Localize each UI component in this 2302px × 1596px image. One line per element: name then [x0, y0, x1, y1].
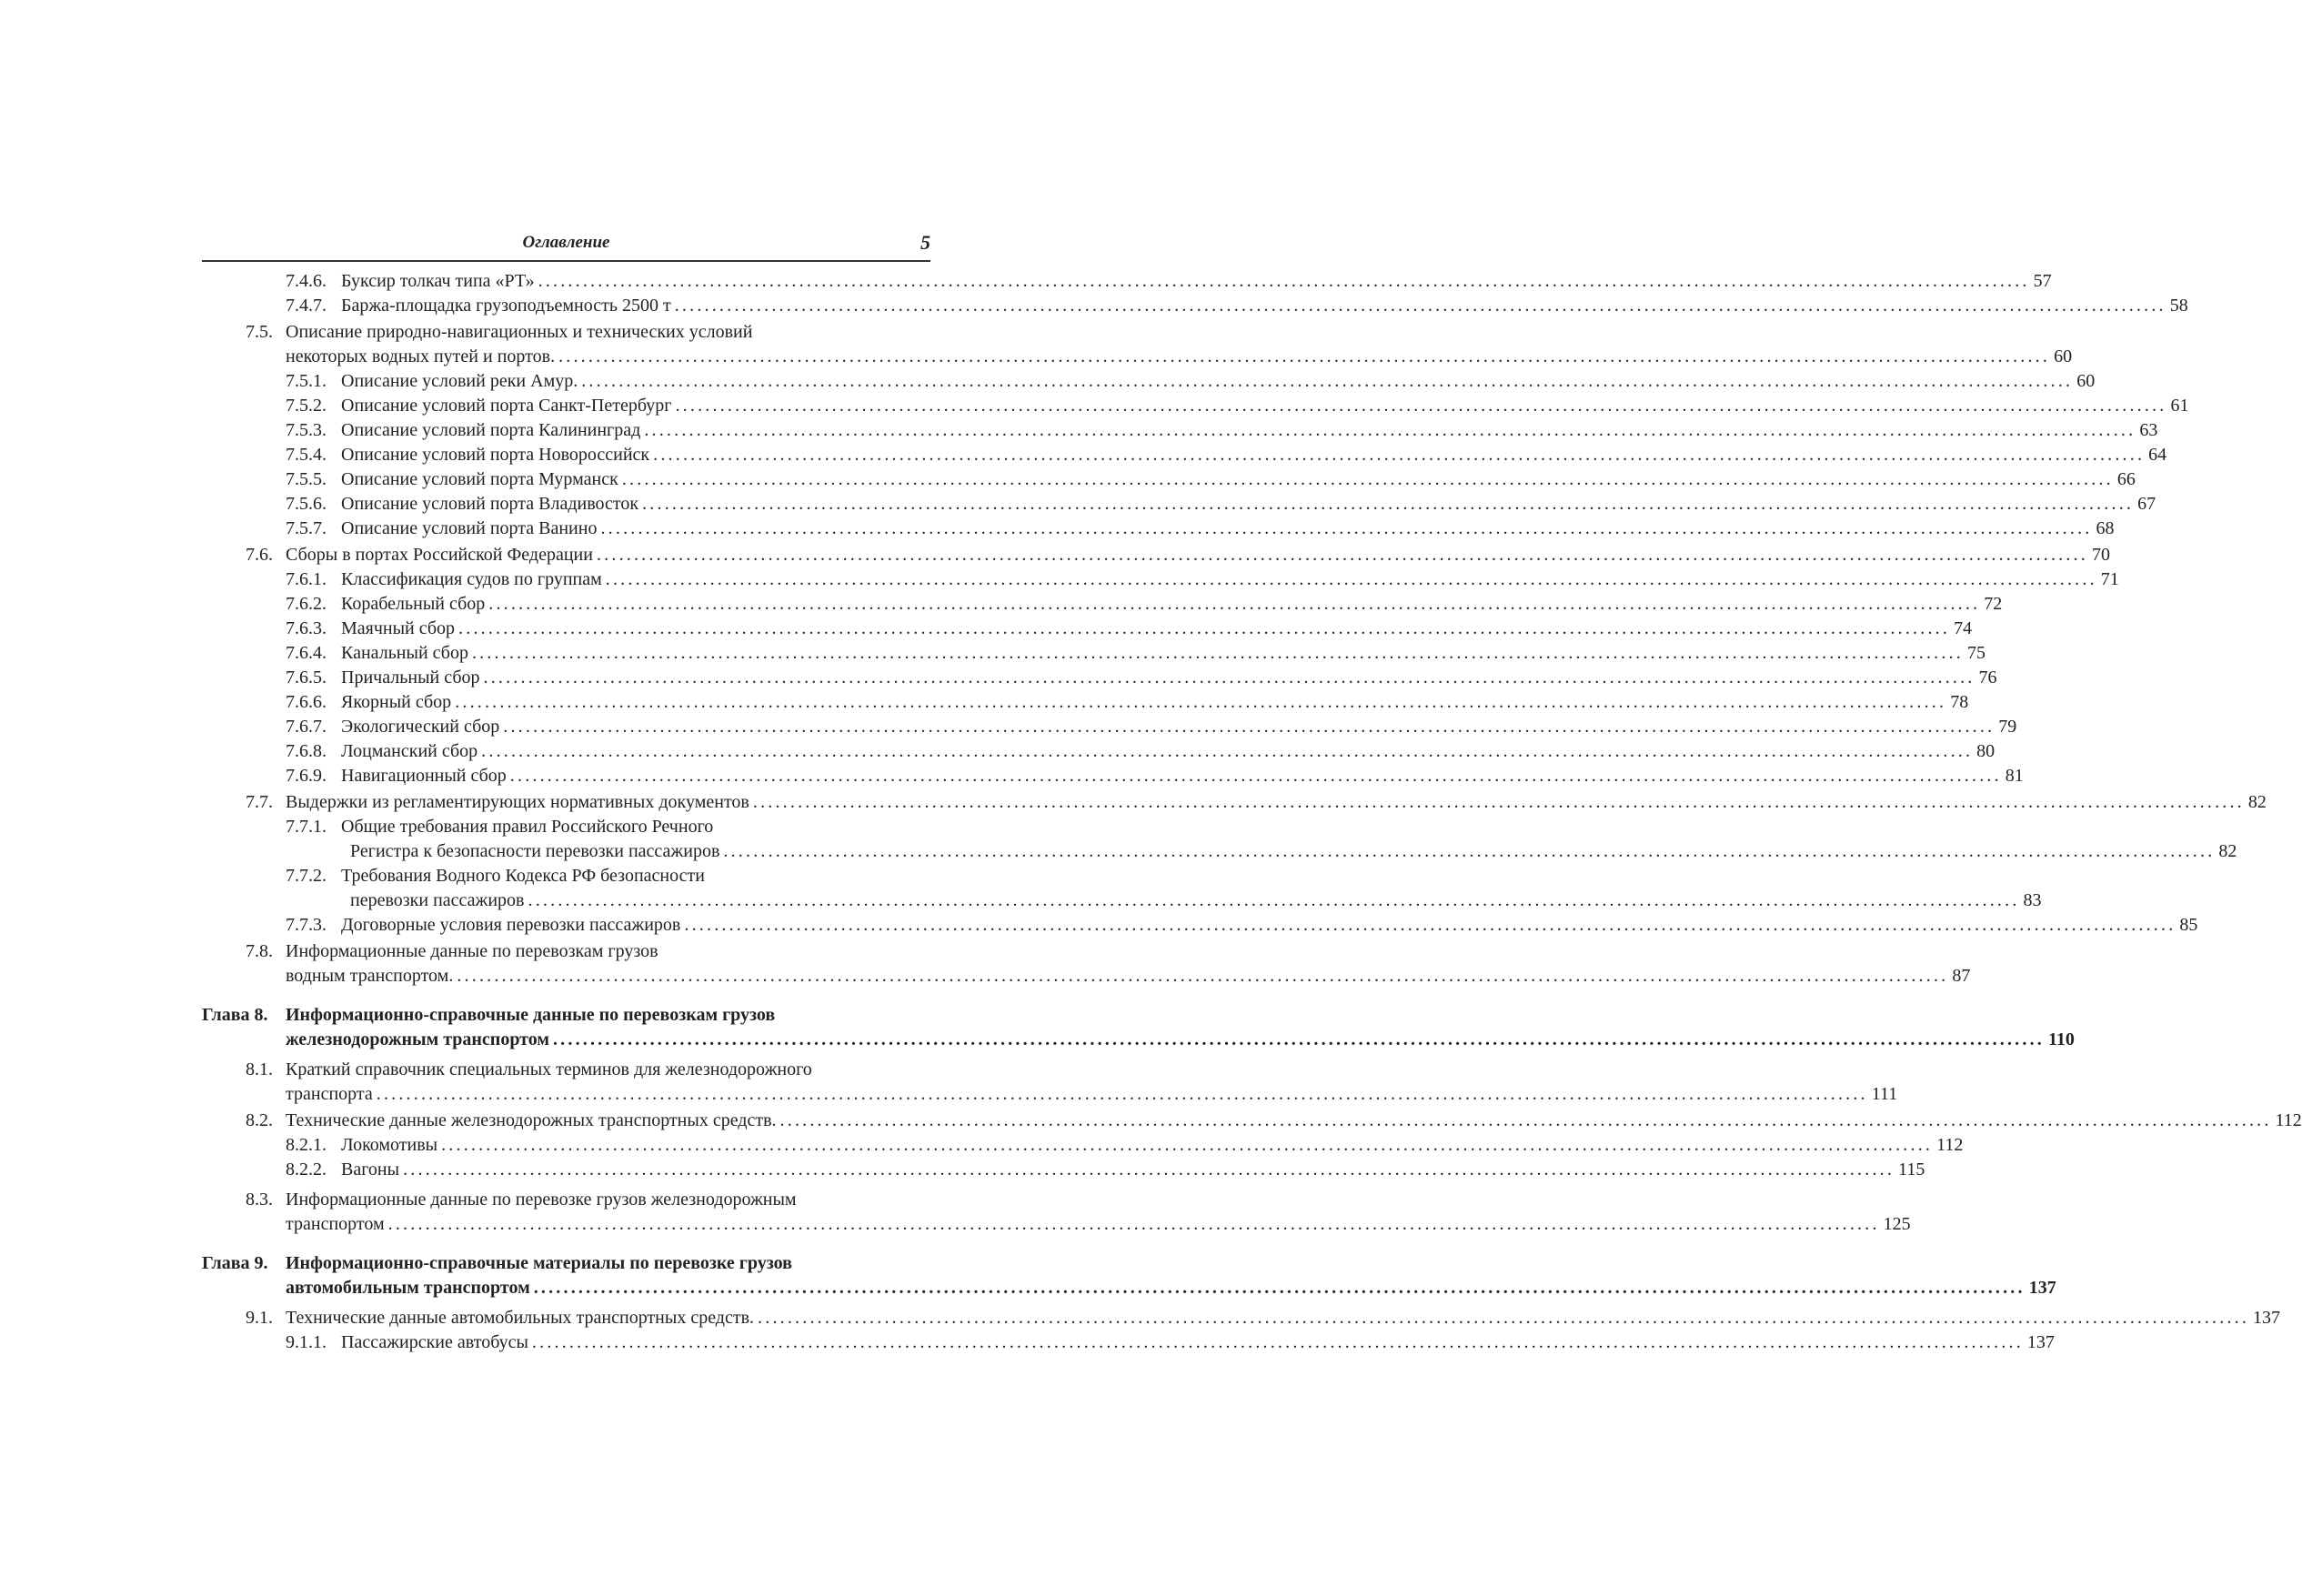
entry-page: 72 — [1984, 594, 2003, 614]
toc-entry[interactable] — [202, 418, 2158, 443]
entry-number: 7.6.5. — [286, 668, 327, 688]
dot-leader: ........................................................................................................................................................................................................ — [596, 545, 2088, 565]
entry-title-line1: Информационно-справочные материалы по перевозке грузов — [286, 1253, 792, 1273]
entry-title-line1: Описание природно-навигационных и технических условий — [286, 322, 753, 342]
entry-page: 115 — [1898, 1159, 1925, 1179]
toc-entry[interactable] — [202, 1133, 1964, 1158]
toc-entry[interactable] — [202, 815, 2237, 864]
table-of-contents — [202, 269, 2302, 1355]
entry-title: транспорта — [286, 1084, 373, 1104]
toc-entry[interactable] — [202, 394, 2189, 418]
entry-title: Якорный сбор — [341, 692, 452, 712]
entry-page: 61 — [2170, 396, 2189, 416]
entry-page: 85 — [2179, 915, 2198, 935]
entry-number: 7.4.7. — [286, 296, 327, 316]
entry-page: 82 — [2247, 792, 2267, 812]
dot-leader: ........................................................................................................................................................................................................ — [458, 618, 1951, 638]
entry-title: Классификация судов по группам — [341, 569, 602, 589]
entry-number: 7.7.1. — [286, 817, 327, 837]
entry-page: 60 — [2054, 346, 2073, 366]
dot-leader: ........................................................................................................................................................................................................ — [621, 469, 2114, 489]
entry-title: Технические данные автомобильных транспортных средств. — [286, 1308, 755, 1328]
toc-entry[interactable] — [202, 617, 1973, 641]
entry-number: 7.7. — [246, 792, 273, 812]
entry-title: Маячный сбор — [341, 618, 456, 638]
dot-leader: ........................................................................................................................................................................................................ — [684, 915, 2176, 935]
entry-number: 7.7.3. — [286, 915, 327, 935]
entry-page: 137 — [2253, 1308, 2281, 1328]
entry-title: Корабельный сбор — [341, 594, 486, 614]
toc-entry[interactable] — [202, 269, 2052, 294]
toc-entry[interactable] — [202, 320, 2073, 369]
entry-page: 110 — [2047, 1029, 2075, 1049]
dot-leader: ........................................................................................................................................................................................................ — [653, 445, 2146, 465]
toc-entry[interactable] — [202, 1109, 2302, 1133]
entry-number: Глава 8. — [202, 1005, 268, 1025]
entry-page: 71 — [2100, 569, 2119, 589]
entry-number: 7.5.4. — [286, 445, 327, 465]
entry-title: Регистра к безопасности перевозки пассажиров — [350, 841, 720, 861]
entry-title-line1: Информационно-справочные данные по перевозкам грузов — [286, 1005, 776, 1025]
page-number: 5 — [920, 231, 930, 254]
entry-page: 64 — [2148, 445, 2167, 465]
dot-leader: ........................................................................................................................................................................................................ — [503, 717, 1995, 737]
entry-number: 7.6.2. — [286, 594, 327, 614]
toc-entry[interactable] — [202, 592, 2003, 617]
entry-number: 7.6.8. — [286, 741, 327, 761]
entry-number: 7.6.9. — [286, 766, 327, 786]
dot-leader: ........................................................................................................................................................................................................ — [752, 792, 2245, 812]
dot-leader: ........................................................................................................................................................................................................ — [723, 841, 2216, 861]
entry-page: 137 — [2026, 1332, 2055, 1352]
entry-page: 67 — [2137, 494, 2156, 514]
toc-entry[interactable] — [202, 567, 2119, 592]
entry-number: 7.5.3. — [286, 420, 327, 440]
entry-number: 7.8. — [246, 941, 273, 961]
entry-page: 111 — [1871, 1084, 1898, 1104]
dot-leader: ........................................................................................................................................................................................................ — [441, 1135, 1934, 1155]
entry-title: Лоцманский сбор — [341, 741, 478, 761]
entry-number: 8.2. — [246, 1110, 273, 1130]
dot-leader: ........................................................................................................................................................................................................ — [403, 1159, 1895, 1179]
toc-entry[interactable] — [202, 517, 2115, 541]
entry-page: 66 — [2116, 469, 2136, 489]
entry-title: железнодорожным транспортом — [286, 1029, 549, 1049]
entry-number: 7.6.3. — [286, 618, 327, 638]
toc-entry[interactable] — [202, 1330, 2055, 1355]
entry-number: 8.2.1. — [286, 1135, 327, 1155]
entry-title: Описание условий порта Калининград — [341, 420, 641, 440]
entry-number: 7.7.2. — [286, 866, 327, 886]
dot-leader: ........................................................................................................................................................................................................ — [581, 371, 2074, 391]
entry-title: Вагоны — [341, 1159, 400, 1179]
entry-number: 9.1.1. — [286, 1332, 327, 1352]
entry-title: Договорные условия перевозки пассажиров — [341, 915, 681, 935]
entry-title: Баржа-площадка грузоподъемность 2500 т — [341, 296, 671, 316]
dot-leader: ........................................................................................................................................................................................................ — [509, 766, 2002, 786]
dot-leader: ........................................................................................................................................................................................................ — [600, 518, 2093, 538]
toc-entry[interactable] — [202, 790, 2267, 815]
entry-number: 8.3. — [246, 1189, 273, 1210]
entry-page: 87 — [1952, 966, 1971, 986]
entry-page: 83 — [2023, 890, 2042, 910]
entry-number: 7.5.7. — [286, 518, 327, 538]
dot-leader: ........................................................................................................................................................................................................ — [552, 1029, 2045, 1049]
toc-entry[interactable] — [202, 690, 1969, 715]
toc-entry[interactable] — [202, 739, 1995, 764]
dot-leader: ........................................................................................................................................................................................................ — [605, 569, 2097, 589]
toc-entry[interactable] — [202, 715, 2017, 739]
chapter-entry[interactable] — [202, 1251, 2056, 1300]
entry-title-line1: Краткий справочник специальных терминов для железнодорожного — [286, 1059, 812, 1079]
dot-leader: ........................................................................................................................................................................................................ — [644, 420, 2136, 440]
toc-entry[interactable] — [202, 294, 2188, 318]
dot-leader: ........................................................................................................................................................................................................ — [376, 1084, 1868, 1104]
entry-page: 57 — [2033, 271, 2052, 291]
dot-leader: ........................................................................................................................................................................................................ — [642, 494, 2135, 514]
entry-number: 7.6.7. — [286, 717, 327, 737]
entry-title: Описание условий порта Мурманск — [341, 469, 618, 489]
toc-entry[interactable] — [202, 1188, 1911, 1237]
dot-leader: ........................................................................................................................................................................................................ — [758, 1308, 2250, 1328]
entry-page: 112 — [1936, 1135, 1964, 1155]
toc-entry[interactable] — [202, 492, 2156, 517]
entry-page: 81 — [2005, 766, 2024, 786]
entry-page: 68 — [2096, 518, 2115, 538]
toc-entry[interactable] — [202, 641, 1985, 666]
entry-page: 58 — [2169, 296, 2188, 316]
entry-page: 125 — [1883, 1214, 1911, 1234]
entry-title: Выдержки из регламентирующих нормативных документов — [286, 792, 749, 812]
entry-title-line1: Информационные данные по перевозке грузов железнодорожным — [286, 1189, 797, 1210]
entry-number: 7.5. — [246, 322, 273, 342]
dot-leader: ........................................................................................................................................................................................................ — [675, 396, 2167, 416]
dot-leader: ........................................................................................................................................................................................................ — [531, 1332, 2024, 1352]
entry-title: Навигационный сбор — [341, 766, 507, 786]
toc-entry[interactable] — [202, 864, 2042, 913]
dot-leader: ........................................................................................................................................................................................................ — [455, 692, 1947, 712]
dot-leader: ........................................................................................................................................................................................................ — [538, 271, 2030, 291]
entry-number: 7.6. — [246, 545, 273, 565]
dot-leader: ........................................................................................................................................................................................................ — [387, 1214, 1880, 1234]
entry-title-line1: Информационные данные по перевозкам грузов — [286, 941, 658, 961]
entry-number: 7.5.5. — [286, 469, 327, 489]
entry-title: Описание условий порта Владивосток — [341, 494, 639, 514]
entry-title: перевозки пассажиров — [350, 890, 525, 910]
entry-number: 7.5.2. — [286, 396, 327, 416]
entry-number: 7.4.6. — [286, 271, 327, 291]
entry-title: Канальный сбор — [341, 643, 468, 663]
dot-leader: ........................................................................................................................................................................................................ — [779, 1110, 2272, 1130]
entry-number: 7.5.6. — [286, 494, 327, 514]
running-header — [202, 233, 930, 262]
entry-number: 8.2.2. — [286, 1159, 327, 1179]
dot-leader: ........................................................................................................................................................................................................ — [481, 741, 1974, 761]
toc-entry[interactable] — [202, 913, 2198, 938]
entry-page: 80 — [1976, 741, 1995, 761]
entry-page: 137 — [2028, 1278, 2056, 1298]
entry-title: Технические данные железнодорожных транспортных средств. — [286, 1110, 777, 1130]
dot-leader: ........................................................................................................................................................................................................ — [528, 890, 2020, 910]
entry-title: Описание условий порта Ванино — [341, 518, 598, 538]
entry-number: 7.6.6. — [286, 692, 327, 712]
entry-title: Буксир толкач типа «РТ» — [341, 271, 535, 291]
toc-entry[interactable] — [202, 1058, 1898, 1107]
dot-leader: ........................................................................................................................................................................................................ — [488, 594, 1981, 614]
entry-title: Описание условий порта Санкт-Петербург — [341, 396, 672, 416]
entry-title: Описание условий порта Новороссийск — [341, 445, 650, 465]
entry-number: 9.1. — [246, 1308, 273, 1328]
entry-title-line1: Общие требования правил Российского Речного — [341, 817, 714, 837]
toc-entry[interactable] — [202, 467, 2136, 492]
entry-title-line1: Требования Водного Кодекса РФ безопасности — [341, 866, 705, 886]
header-title: Оглавление — [522, 233, 610, 252]
entry-title: водным транспортом. — [286, 966, 454, 986]
entry-title: Пассажирские автобусы — [341, 1332, 528, 1352]
entry-number: Глава 9. — [202, 1253, 268, 1273]
toc-entry[interactable] — [202, 1306, 2281, 1330]
entry-page: 63 — [2139, 420, 2158, 440]
entry-page: 112 — [2275, 1110, 2302, 1130]
entry-title: Локомотивы — [341, 1135, 438, 1155]
dot-leader: ........................................................................................................................................................................................................ — [674, 296, 2166, 316]
entry-title: Сборы в портах Российской Федерации — [286, 545, 593, 565]
entry-page: 74 — [1954, 618, 1973, 638]
entry-page: 82 — [2218, 841, 2237, 861]
entry-title: транспортом — [286, 1214, 385, 1234]
entry-number: 7.6.1. — [286, 569, 327, 589]
toc-entry[interactable] — [202, 443, 2167, 467]
entry-page: 79 — [1998, 717, 2017, 737]
dot-leader: ........................................................................................................................................................................................................ — [457, 966, 1949, 986]
entry-title: автомобильным транспортом — [286, 1278, 530, 1298]
entry-number: 7.6.4. — [286, 643, 327, 663]
entry-page: 70 — [2091, 545, 2110, 565]
dot-leader: ........................................................................................................................................................................................................ — [533, 1278, 2026, 1298]
entry-page: 60 — [2076, 371, 2096, 391]
entry-title: Причальный сбор — [341, 668, 480, 688]
toc-entry[interactable] — [202, 764, 2024, 788]
toc-entry[interactable] — [202, 666, 1997, 690]
entry-title: некоторых водных путей и портов. — [286, 346, 556, 366]
entry-page: 78 — [1950, 692, 1969, 712]
entry-number: 8.1. — [246, 1059, 273, 1079]
entry-title: Описание условий реки Амур. — [341, 371, 578, 391]
entry-page: 75 — [1966, 643, 1985, 663]
dot-leader: ........................................................................................................................................................................................................ — [471, 643, 1964, 663]
entry-page: 76 — [1978, 668, 1997, 688]
toc-entry[interactable] — [202, 369, 2096, 394]
chapter-entry[interactable] — [202, 1003, 2075, 1052]
dot-leader: ........................................................................................................................................................................................................ — [558, 346, 2051, 366]
entry-number: 7.5.1. — [286, 371, 327, 391]
toc-entry[interactable] — [202, 543, 2110, 567]
dot-leader: ........................................................................................................................................................................................................ — [483, 668, 1975, 688]
entry-title: Экологический сбор — [341, 717, 500, 737]
toc-entry[interactable] — [202, 1158, 1925, 1182]
toc-entry[interactable] — [202, 939, 1971, 989]
